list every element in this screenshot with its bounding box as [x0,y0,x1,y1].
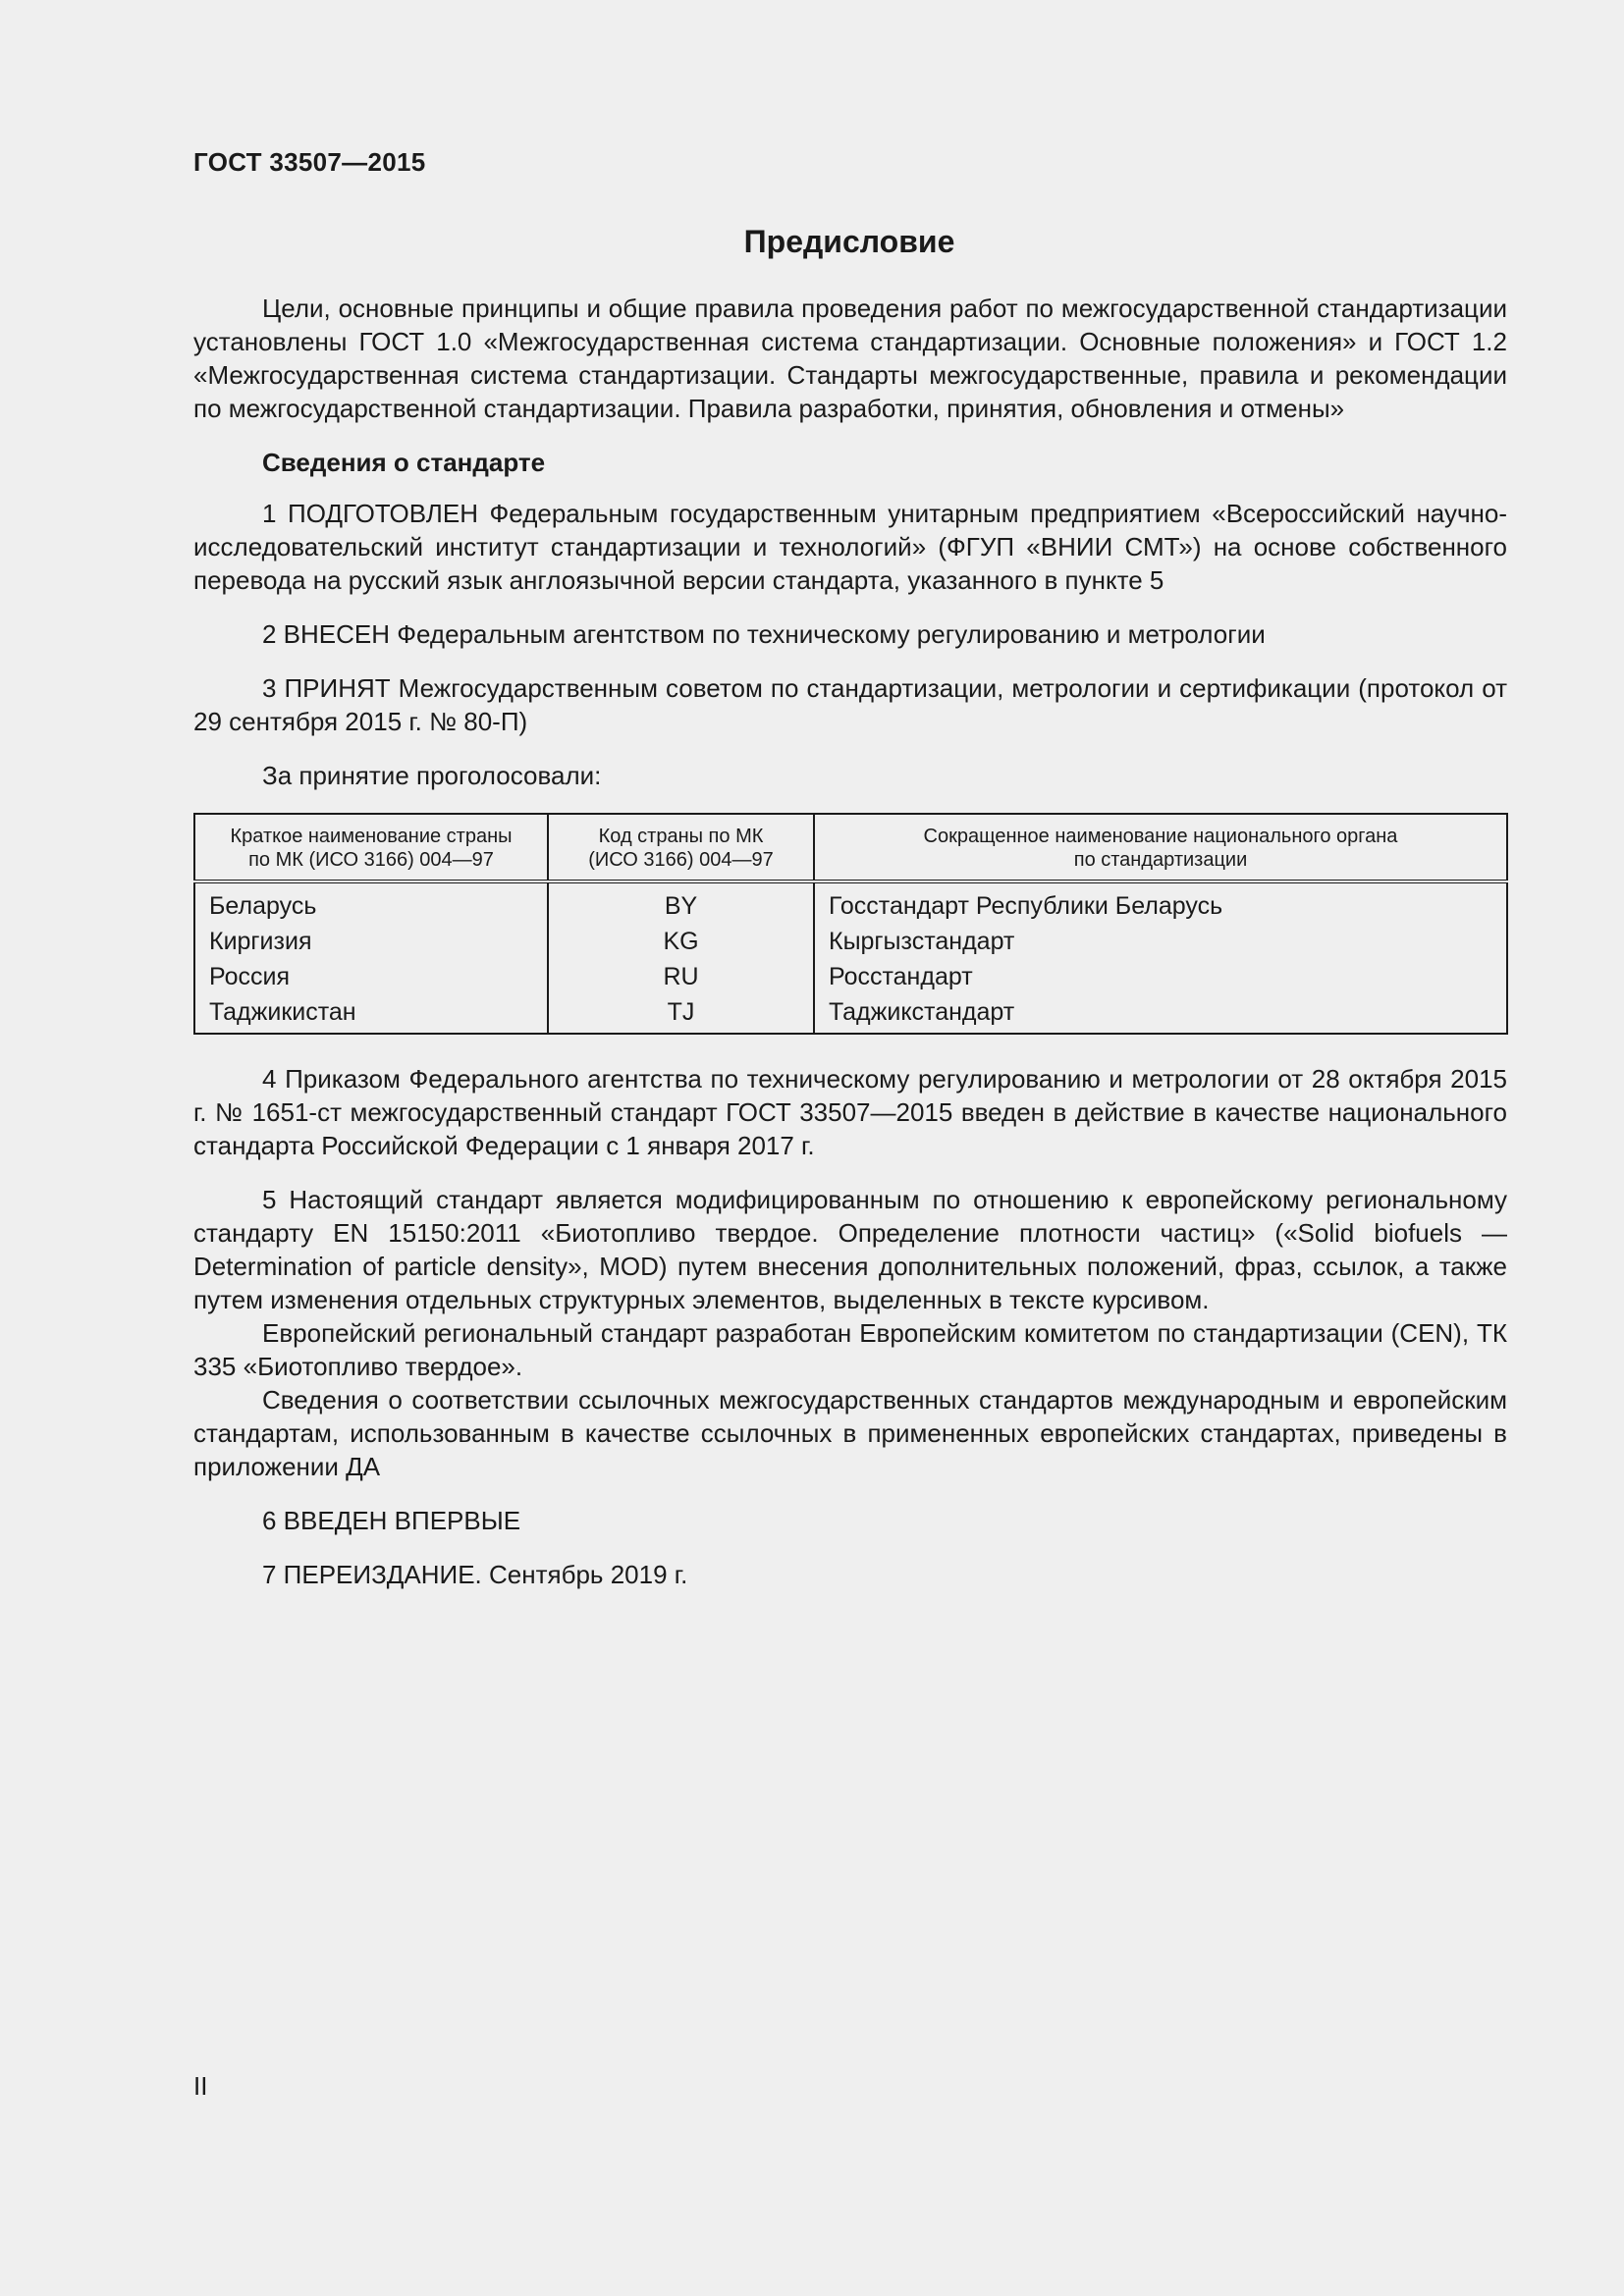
header-line: Сокращенное наименование национального органа [923,826,1398,847]
code-cell: BY [548,881,814,924]
intro-paragraph: Цели, основные принципы и общие правила проведения работ по межгосударственной стандартизации установлены ГОСТ 1.0 «Межгосударственная система стандартизации. Основные положения» и ГОСТ 1.2 «Межгосударственная система стандартизации. Стандарты межгосударственные, правила и рекомендации по межгосударственной стандартизации. Правила разработки, принятия, обновления и отмены» [193,294,1507,423]
document-code: ГОСТ 33507—2015 [193,147,426,177]
vote-intro-paragraph: За принятие проголосовали: [262,761,602,790]
body-cell: Кыргызстандарт [814,924,1507,959]
section-heading: Сведения о стандарте [262,448,546,477]
header-line: Краткое наименование страны [230,826,513,847]
header-line: (ИСО 3166) 004—97 [588,849,774,871]
header-line: по МК (ИСО 3166) 004—97 [248,849,494,871]
voting-table [193,813,1508,1035]
header-line: Код страны по МК [598,826,764,847]
item-5-paragraph: 5 Настоящий стандарт является модифицированным по отношению к европейскому региональному стандарту EN 15150:2011 «Биотопливо твердое. Определение плотности частиц» («Solid biofuels — Determination of particle density», MOD) путем внесения дополнительных положений, фраз, ссылок, а также путем изменения отдельных структурных элементов, выделенных в тексте курсивом. [193,1185,1507,1314]
page-number: II [193,2071,208,2101]
country-cell: Беларусь [209,892,317,920]
item-6-paragraph: 6 ВВЕДЕН ВПЕРВЫЕ [262,1506,521,1535]
column-header-code [548,814,814,881]
table-row [194,994,1507,1034]
page-title: Предисловие [743,224,955,259]
item-2-paragraph: 2 ВНЕСЕН Федеральным агентством по техническому регулированию и метрологии [262,619,1266,649]
table-row [194,924,1507,959]
body-cell: Росстандарт [814,959,1507,994]
item-3-paragraph: 3 ПРИНЯТ Межгосударственным советом по стандартизации, метрологии и сертификации (протокол от 29 сентября 2015 г. № 80-П) [193,673,1507,736]
item-5-cen-paragraph: Европейский региональный стандарт разработан Европейским комитетом по стандартизации (CEN), ТК 335 «Биотопливо твердое». [193,1318,1507,1381]
item-4-paragraph: 4 Приказом Федерального агентства по техническому регулированию и метрологии от 28 октября 2015 г. № 1651-ст межгосударственный стандарт ГОСТ 33507—2015 введен в действие в качестве национального стандарта Российской Федерации с 1 января 2017 г. [193,1064,1507,1160]
country-cell: Таджикистан [209,998,356,1026]
table-header-row [194,814,1507,881]
country-cell: Киргизия [209,928,312,955]
body-cell: Таджикстандарт [814,994,1507,1034]
column-header-body [814,814,1507,881]
code-cell: RU [548,959,814,994]
table-row [194,881,1507,924]
column-header-country [194,814,548,881]
code-cell: KG [548,924,814,959]
country-cell: Россия [209,963,290,990]
body-cell: Госстандарт Республики Беларусь [814,881,1507,924]
item-5-annex-paragraph: Сведения о соответствии ссылочных межгосударственных стандартов международным и европейским стандартам, использованным в качестве ссылочных в примененных европейских стандартах, приведены в приложении ДА [193,1385,1507,1481]
table-row [194,959,1507,994]
code-cell: TJ [548,994,814,1034]
item-1-paragraph: 1 ПОДГОТОВЛЕН Федеральным государственным унитарным предприятием «Всероссийский научно-исследовательский институт стандартизации и технологий» (ФГУП «ВНИИ СМТ») на основе собственного перевода на русский язык англоязычной версии стандарта, указанного в пункте 5 [193,499,1507,595]
document-body [193,292,1507,1612]
header-line: по стандартизации [1073,849,1248,871]
item-7-paragraph: 7 ПЕРЕИЗДАНИЕ. Сентябрь 2019 г. [262,1560,688,1589]
